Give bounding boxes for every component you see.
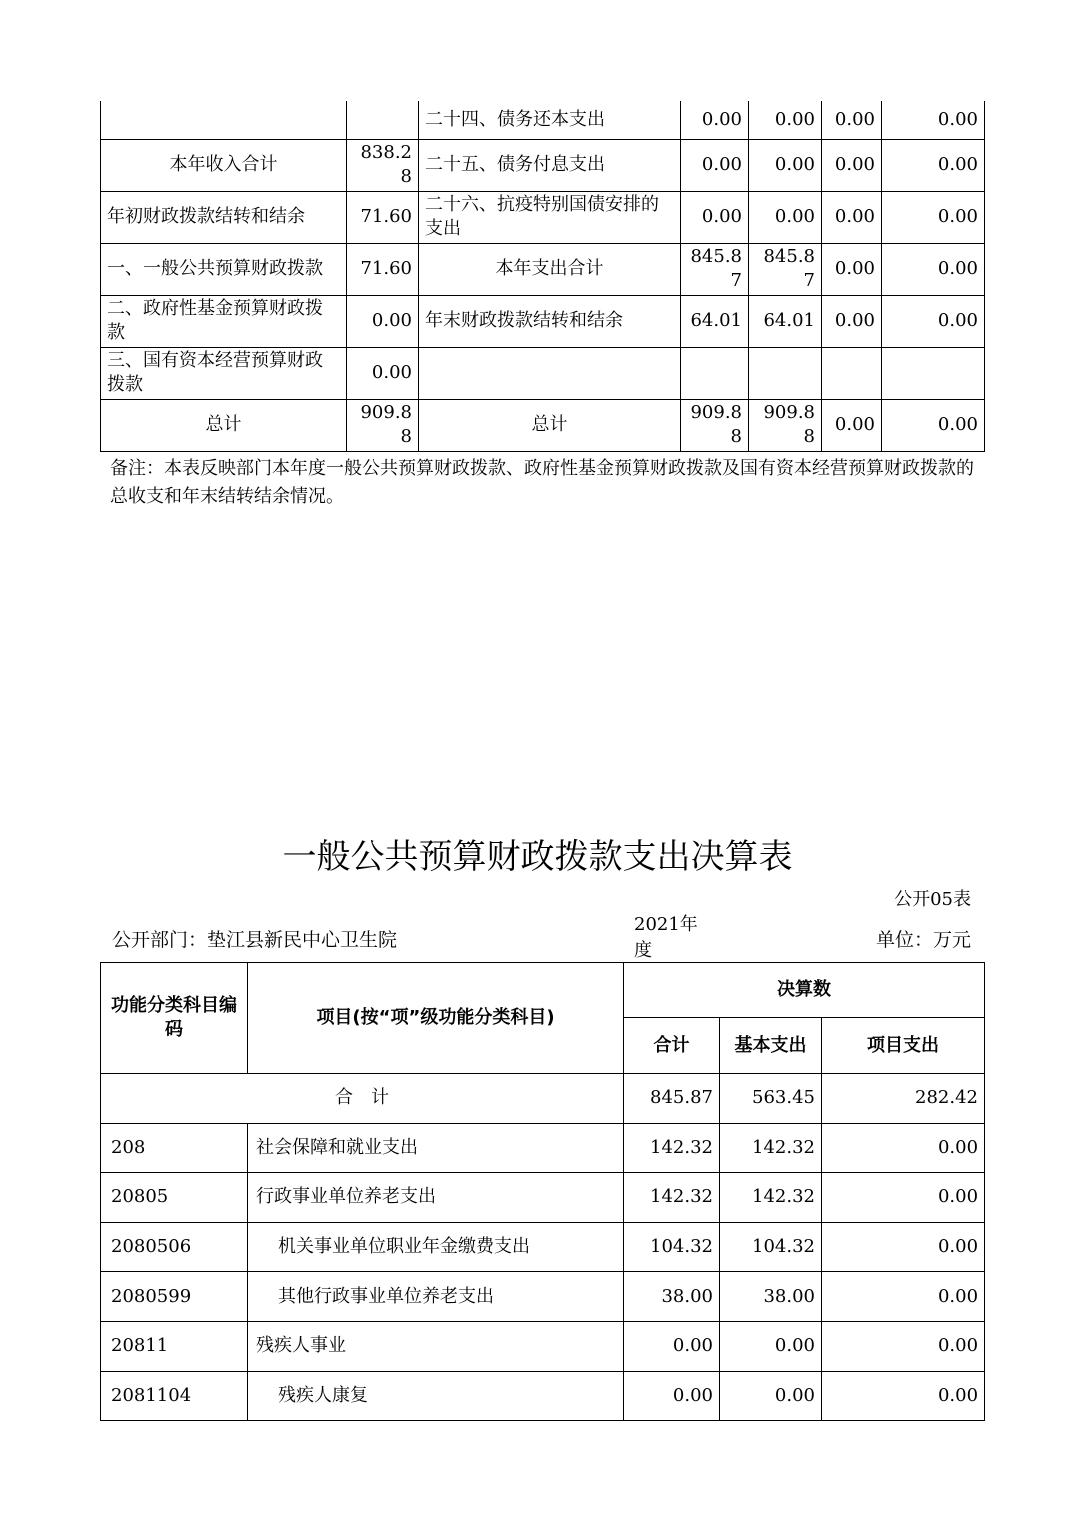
expense-general: 845.87 <box>749 243 822 295</box>
row-name: 机关事业单位职业年金缴费支出 <box>248 1222 624 1272</box>
fiscal-summary-table <box>100 101 985 452</box>
expense-general: 0.00 <box>749 139 822 191</box>
row-code: 20811 <box>101 1321 248 1371</box>
expense-general: 0.00 <box>749 101 822 139</box>
expense-capital: 0.00 <box>882 101 985 139</box>
income-label <box>101 101 347 139</box>
basic-value: 142.32 <box>720 1123 822 1173</box>
fiscal-year: 2021年度 <box>634 914 698 961</box>
project-value: 0.00 <box>822 1222 985 1272</box>
expense-general: 0.00 <box>749 191 822 243</box>
table-row <box>101 1371 985 1421</box>
income-value: 838.28 <box>347 139 419 191</box>
expense-fund <box>822 347 882 399</box>
expense-label: 本年支出合计 <box>419 243 681 295</box>
page-title: 一般公共预算财政拨款支出决算表 <box>282 837 793 877</box>
expense-fund: 0.00 <box>822 243 882 295</box>
total-value: 845.87 <box>624 1074 720 1124</box>
income-value: 909.88 <box>347 399 419 451</box>
expense-fund: 0.00 <box>822 295 882 347</box>
table-row <box>101 1173 985 1223</box>
row-name: 行政事业单位养老支出 <box>248 1173 624 1223</box>
unit-label: 单位：万元 <box>875 929 971 951</box>
table-row <box>101 101 985 139</box>
row-code: 208 <box>101 1123 248 1173</box>
expense-total: 64.01 <box>681 295 749 347</box>
row-code: 20805 <box>101 1173 248 1223</box>
expense-total: 0.00 <box>681 139 749 191</box>
project-value: 282.42 <box>822 1074 985 1124</box>
table-row <box>101 1321 985 1371</box>
income-label: 三、国有资本经营预算财政拨款 <box>101 347 347 399</box>
expense-label: 年末财政拨款结转和结余 <box>419 295 681 347</box>
department-label: 公开部门：垫江县新民中心卫生院 <box>112 929 398 951</box>
table-row <box>101 243 985 295</box>
table-row <box>101 1272 985 1322</box>
income-label: 二、政府性基金预算财政拨款 <box>101 295 347 347</box>
income-value <box>347 101 419 139</box>
table-row <box>101 139 985 191</box>
basic-value: 0.00 <box>720 1371 822 1421</box>
table-row <box>101 347 985 399</box>
expense-general <box>749 347 822 399</box>
expense-capital: 0.00 <box>882 399 985 451</box>
income-value: 0.00 <box>347 347 419 399</box>
basic-value: 0.00 <box>720 1321 822 1371</box>
basic-value: 38.00 <box>720 1272 822 1322</box>
table-row <box>101 191 985 243</box>
expense-capital <box>882 347 985 399</box>
total-value: 38.00 <box>624 1272 720 1322</box>
table-header-row <box>101 963 985 1018</box>
project-value: 0.00 <box>822 1371 985 1421</box>
project-value: 0.00 <box>822 1272 985 1322</box>
column-header-project: 项目支出 <box>822 1018 985 1074</box>
expense-label: 二十四、债务还本支出 <box>419 101 681 139</box>
total-row <box>101 1074 985 1124</box>
total-value: 0.00 <box>624 1321 720 1371</box>
column-header-code: 功能分类科目编码 <box>101 963 248 1074</box>
table-row <box>101 295 985 347</box>
row-name: 其他行政事业单位养老支出 <box>248 1272 624 1322</box>
expense-total: 845.87 <box>681 243 749 295</box>
column-header-group: 决算数 <box>624 963 985 1018</box>
table-row <box>101 1123 985 1173</box>
expense-label: 总计 <box>419 399 681 451</box>
expense-general: 909.88 <box>749 399 822 451</box>
column-header-item: 项目(按“项”级功能分类科目) <box>248 963 624 1074</box>
income-label: 一、一般公共预算财政拨款 <box>101 243 347 295</box>
expense-general: 64.01 <box>749 295 822 347</box>
expense-fund: 0.00 <box>822 101 882 139</box>
row-code: 2080599 <box>101 1272 248 1322</box>
basic-value: 104.32 <box>720 1222 822 1272</box>
income-label: 总计 <box>101 399 347 451</box>
expense-label: 二十六、抗疫特别国债安排的支出 <box>419 191 681 243</box>
expense-fund: 0.00 <box>822 139 882 191</box>
expenditure-table <box>100 962 985 1421</box>
expense-capital: 0.00 <box>882 191 985 243</box>
project-value: 0.00 <box>822 1321 985 1371</box>
income-label: 本年收入合计 <box>101 139 347 191</box>
expense-total <box>681 347 749 399</box>
basic-value: 142.32 <box>720 1173 822 1223</box>
table-row <box>101 1222 985 1272</box>
total-value: 142.32 <box>624 1123 720 1173</box>
income-label: 年初财政拨款结转和结余 <box>101 191 347 243</box>
row-name: 残疾人康复 <box>248 1371 624 1421</box>
expense-capital: 0.00 <box>882 243 985 295</box>
project-value: 0.00 <box>822 1173 985 1223</box>
total-label: 合 计 <box>101 1074 624 1124</box>
expense-total: 0.00 <box>681 191 749 243</box>
expense-capital: 0.00 <box>882 295 985 347</box>
total-value: 104.32 <box>624 1222 720 1272</box>
row-code: 2080506 <box>101 1222 248 1272</box>
expense-fund: 0.00 <box>822 191 882 243</box>
total-value: 0.00 <box>624 1371 720 1421</box>
expense-total: 0.00 <box>681 101 749 139</box>
column-header-total: 合计 <box>624 1018 720 1074</box>
form-number: 公开05表 <box>894 889 971 910</box>
expense-label: 二十五、债务付息支出 <box>419 139 681 191</box>
income-value: 71.60 <box>347 243 419 295</box>
table-note: 备注：本表反映部门本年度一般公共预算财政拨款、政府性基金预算财政拨款及国有资本经营预算财政拨款的总收支和年末结转结余情况。 <box>110 458 974 507</box>
income-value: 71.60 <box>347 191 419 243</box>
expense-capital: 0.00 <box>882 139 985 191</box>
expense-total: 909.88 <box>681 399 749 451</box>
expense-label <box>419 347 681 399</box>
table-row <box>101 399 985 451</box>
row-code: 2081104 <box>101 1371 248 1421</box>
basic-value: 563.45 <box>720 1074 822 1124</box>
expense-fund: 0.00 <box>822 399 882 451</box>
row-name: 残疾人事业 <box>248 1321 624 1371</box>
column-header-basic: 基本支出 <box>720 1018 822 1074</box>
total-value: 142.32 <box>624 1173 720 1223</box>
income-value: 0.00 <box>347 295 419 347</box>
row-name: 社会保障和就业支出 <box>248 1123 624 1173</box>
project-value: 0.00 <box>822 1123 985 1173</box>
